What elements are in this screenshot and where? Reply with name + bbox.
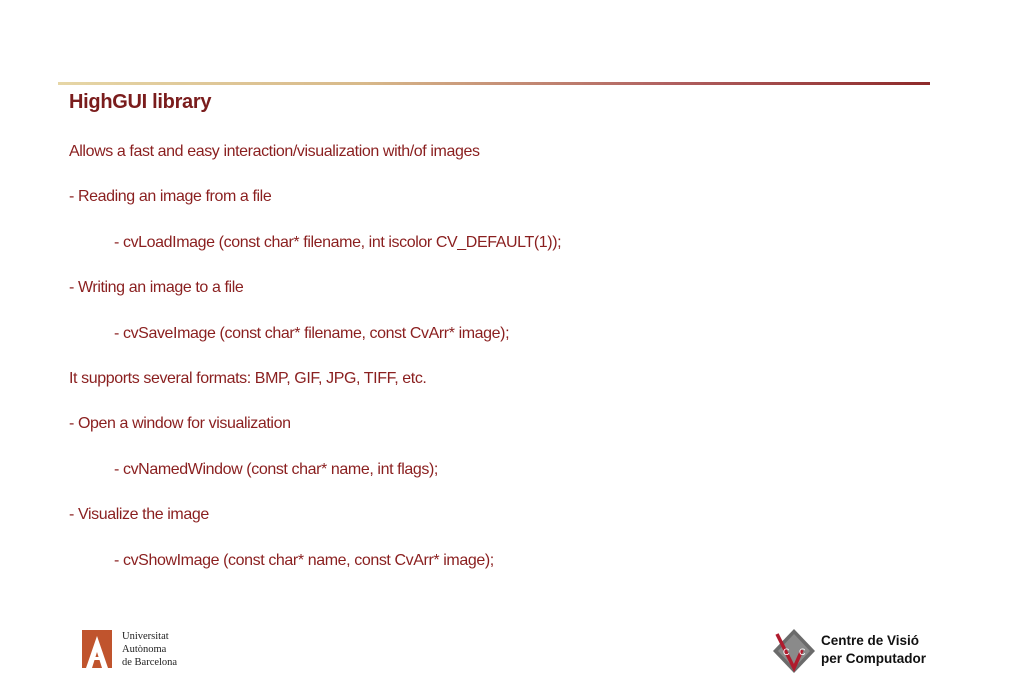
- bullet-open-window: - Open a window for visualization: [69, 415, 291, 432]
- uab-line-2: Autònoma: [122, 644, 167, 655]
- intro-line: Allows a fast and easy interaction/visualization with/of images: [69, 143, 480, 160]
- svg-text:C: C: [799, 647, 806, 657]
- code-cvnamedwindow: - cvNamedWindow (const char* name, int flags);: [114, 461, 438, 478]
- uab-line-3: de Barcelona: [122, 657, 178, 668]
- uab-mark-icon: [82, 630, 112, 668]
- code-cvsaveimage: - cvSaveImage (const char* filename, const CvArr* image);: [114, 325, 510, 342]
- uab-line-1: Universitat: [122, 631, 169, 642]
- code-cvshowimage: - cvShowImage (const char* name, const CvArr* image);: [114, 552, 494, 569]
- bullet-reading: - Reading an image from a file: [69, 188, 272, 205]
- header-rule: [58, 82, 930, 85]
- bullet-visualize: - Visualize the image: [69, 506, 209, 523]
- cvc-name: [821, 632, 961, 668]
- formats-line: It supports several formats: BMP, GIF, JPG, TIFF, etc.: [69, 370, 427, 387]
- svg-text:C: C: [783, 647, 790, 657]
- cvc-mark-icon: [772, 628, 816, 674]
- cvc-line-1: Centre de Visió: [821, 633, 920, 648]
- uab-name: [122, 630, 212, 669]
- code-cvloadimage: - cvLoadImage (const char* filename, int iscolor CV_DEFAULT(1));: [114, 234, 562, 251]
- slide-title: HighGUI library: [69, 91, 212, 113]
- bullet-writing: - Writing an image to a file: [69, 279, 244, 296]
- cvc-line-2: per Computador: [821, 651, 927, 666]
